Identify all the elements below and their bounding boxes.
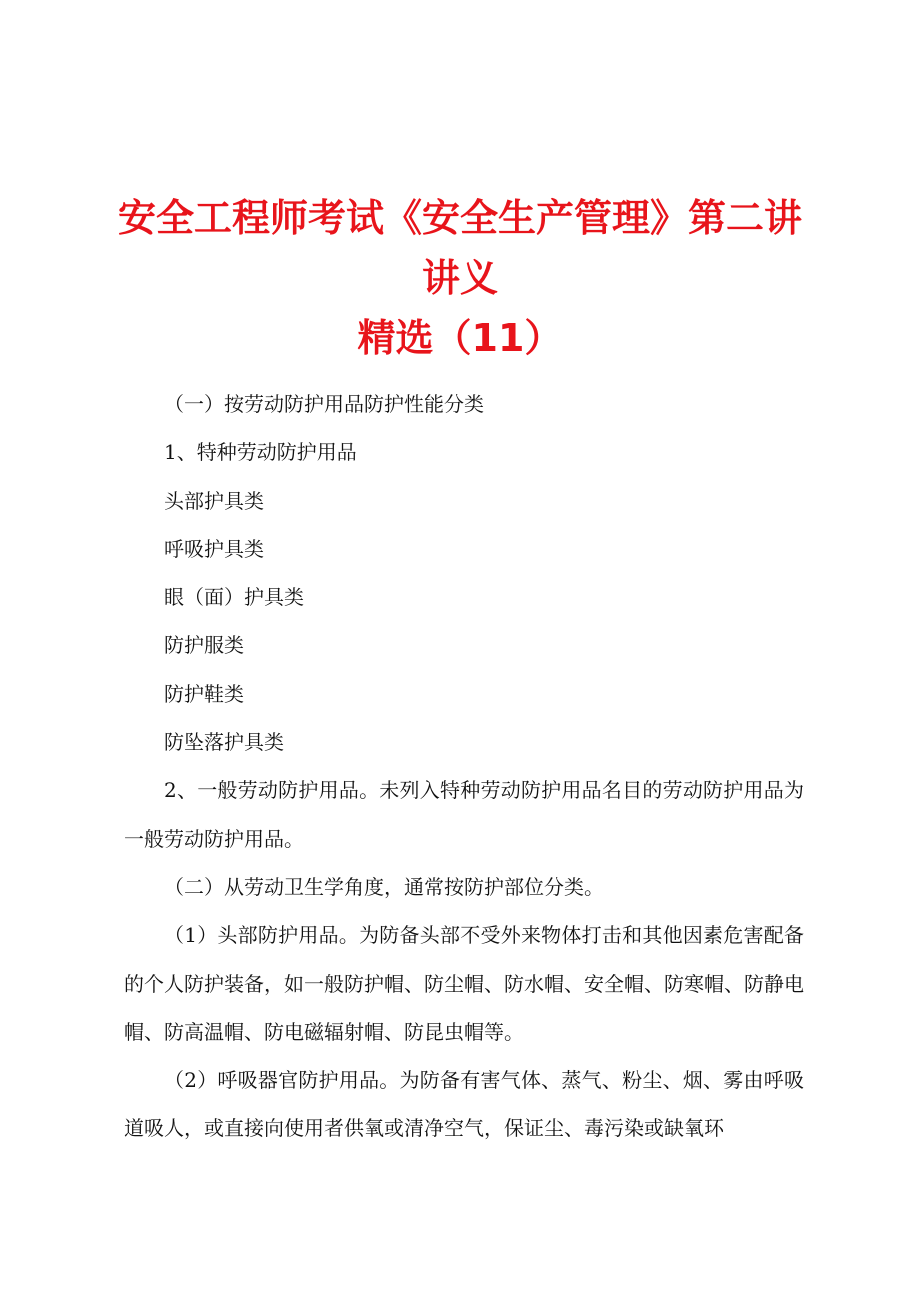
paragraph-respiratory-protection: （2）呼吸器官防护用品。为防备有害气体、蒸气、粉尘、烟、雾由呼吸道吸人，或直接向使用者供氧或清净空气，保证尘、毒污染或缺氧环 bbox=[124, 1068, 804, 1141]
subsection-heading-1: 1、特种劳动防护用品 bbox=[164, 440, 357, 465]
list-item: 头部护具类 bbox=[164, 488, 264, 513]
list-item: 防护鞋类 bbox=[164, 681, 244, 706]
paragraph-general-ppe: 2、一般劳动防护用品。未列入特种劳动防护用品名目的劳动防护用品为一般劳动防护用品。 bbox=[124, 778, 804, 851]
title-line-2: 精选（11） bbox=[357, 316, 563, 360]
section-heading-2: （二）从劳动卫生学角度，通常按防护部位分类。 bbox=[164, 874, 604, 899]
paragraph-head-protection: （1）头部防护用品。为防备头部不受外来物体打击和其他因素危害配备的个人防护装备，如一般防护帽、防尘帽、防水帽、安全帽、防寒帽、防静电帽、防高温帽、防电磁辐射帽、防昆虫帽等。 bbox=[124, 923, 804, 1044]
title-line-1: 安全工程师考试《安全生产管理》第二讲讲义 bbox=[117, 196, 802, 300]
list-item: 呼吸护具类 bbox=[164, 536, 264, 561]
list-item: 防护服类 bbox=[164, 633, 244, 658]
list-item: 眼（面）护具类 bbox=[164, 585, 304, 610]
section-heading-1: （一）按劳动防护用品防护性能分类 bbox=[164, 392, 484, 416]
document-body bbox=[124, 380, 804, 1153]
list-item: 防坠落护具类 bbox=[164, 730, 284, 755]
document-title bbox=[100, 188, 820, 368]
